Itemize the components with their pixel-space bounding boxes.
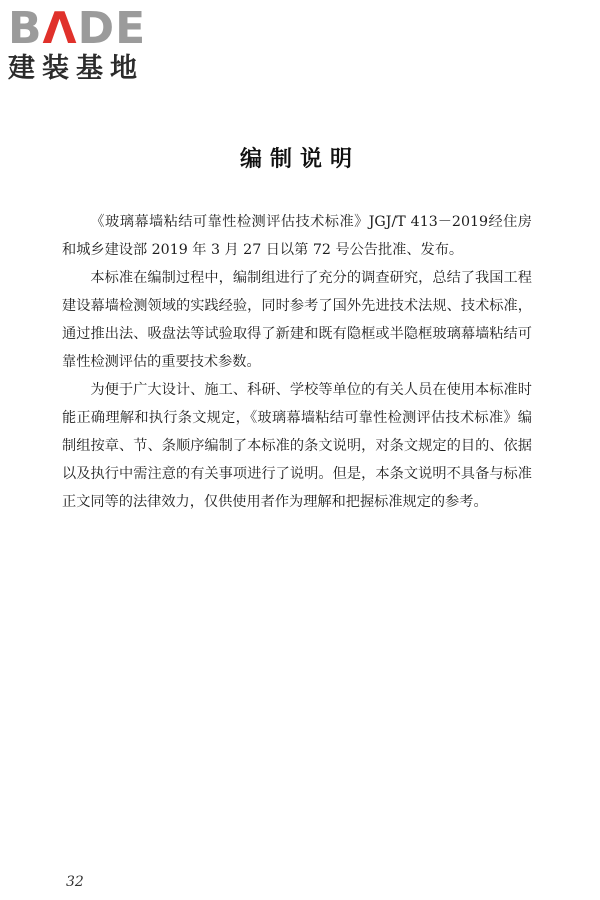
- page-title: 编制说明: [239, 147, 360, 172]
- document-body: [62, 208, 532, 516]
- logo-letter-a: Λ: [42, 3, 78, 54]
- paragraph-purpose: 为便于广大设计、施工、科研、学校等单位的有关人员在使用本标准时能正确理解和执行条文规定，《玻璃幕墙粘结可靠性检测评估技术标准》编制组按章、节、条顺序编制了本标准的条文说明，对条文规定的目的、依据以及执行中需注意的有关事项进行了说明。但是，本条文说明不具备与标准正文同等的法律效力，仅供使用者作为理解和把握标准规定的参考。: [62, 382, 532, 510]
- logo-wordmark: [8, 3, 183, 54]
- paragraph-approval: 《玻璃幕墙粘结可靠性检测评估技术标准》JGJ/T 413－2019经住房和城乡建设部 2019 年 3 月 27 日以第 72 号公告批准、发布。: [62, 214, 532, 258]
- brand-logo: [8, 3, 183, 84]
- paragraph-compilation: 本标准在编制过程中，编制组进行了充分的调查研究，总结了我国工程建设幕墙检测领域的实践经验，同时参考了国外先进技术法规、技术标准，通过推出法、吸盘法等试验取得了新建和既有隐框或半隐框玻璃幕墙粘结可靠性检测评估的重要技术参数。: [62, 270, 532, 370]
- logo-letters-de: DE: [77, 3, 147, 54]
- logo-subtitle: 建装基地: [8, 53, 144, 84]
- page-number: 32: [66, 874, 84, 890]
- logo-letter-b: B: [8, 3, 43, 54]
